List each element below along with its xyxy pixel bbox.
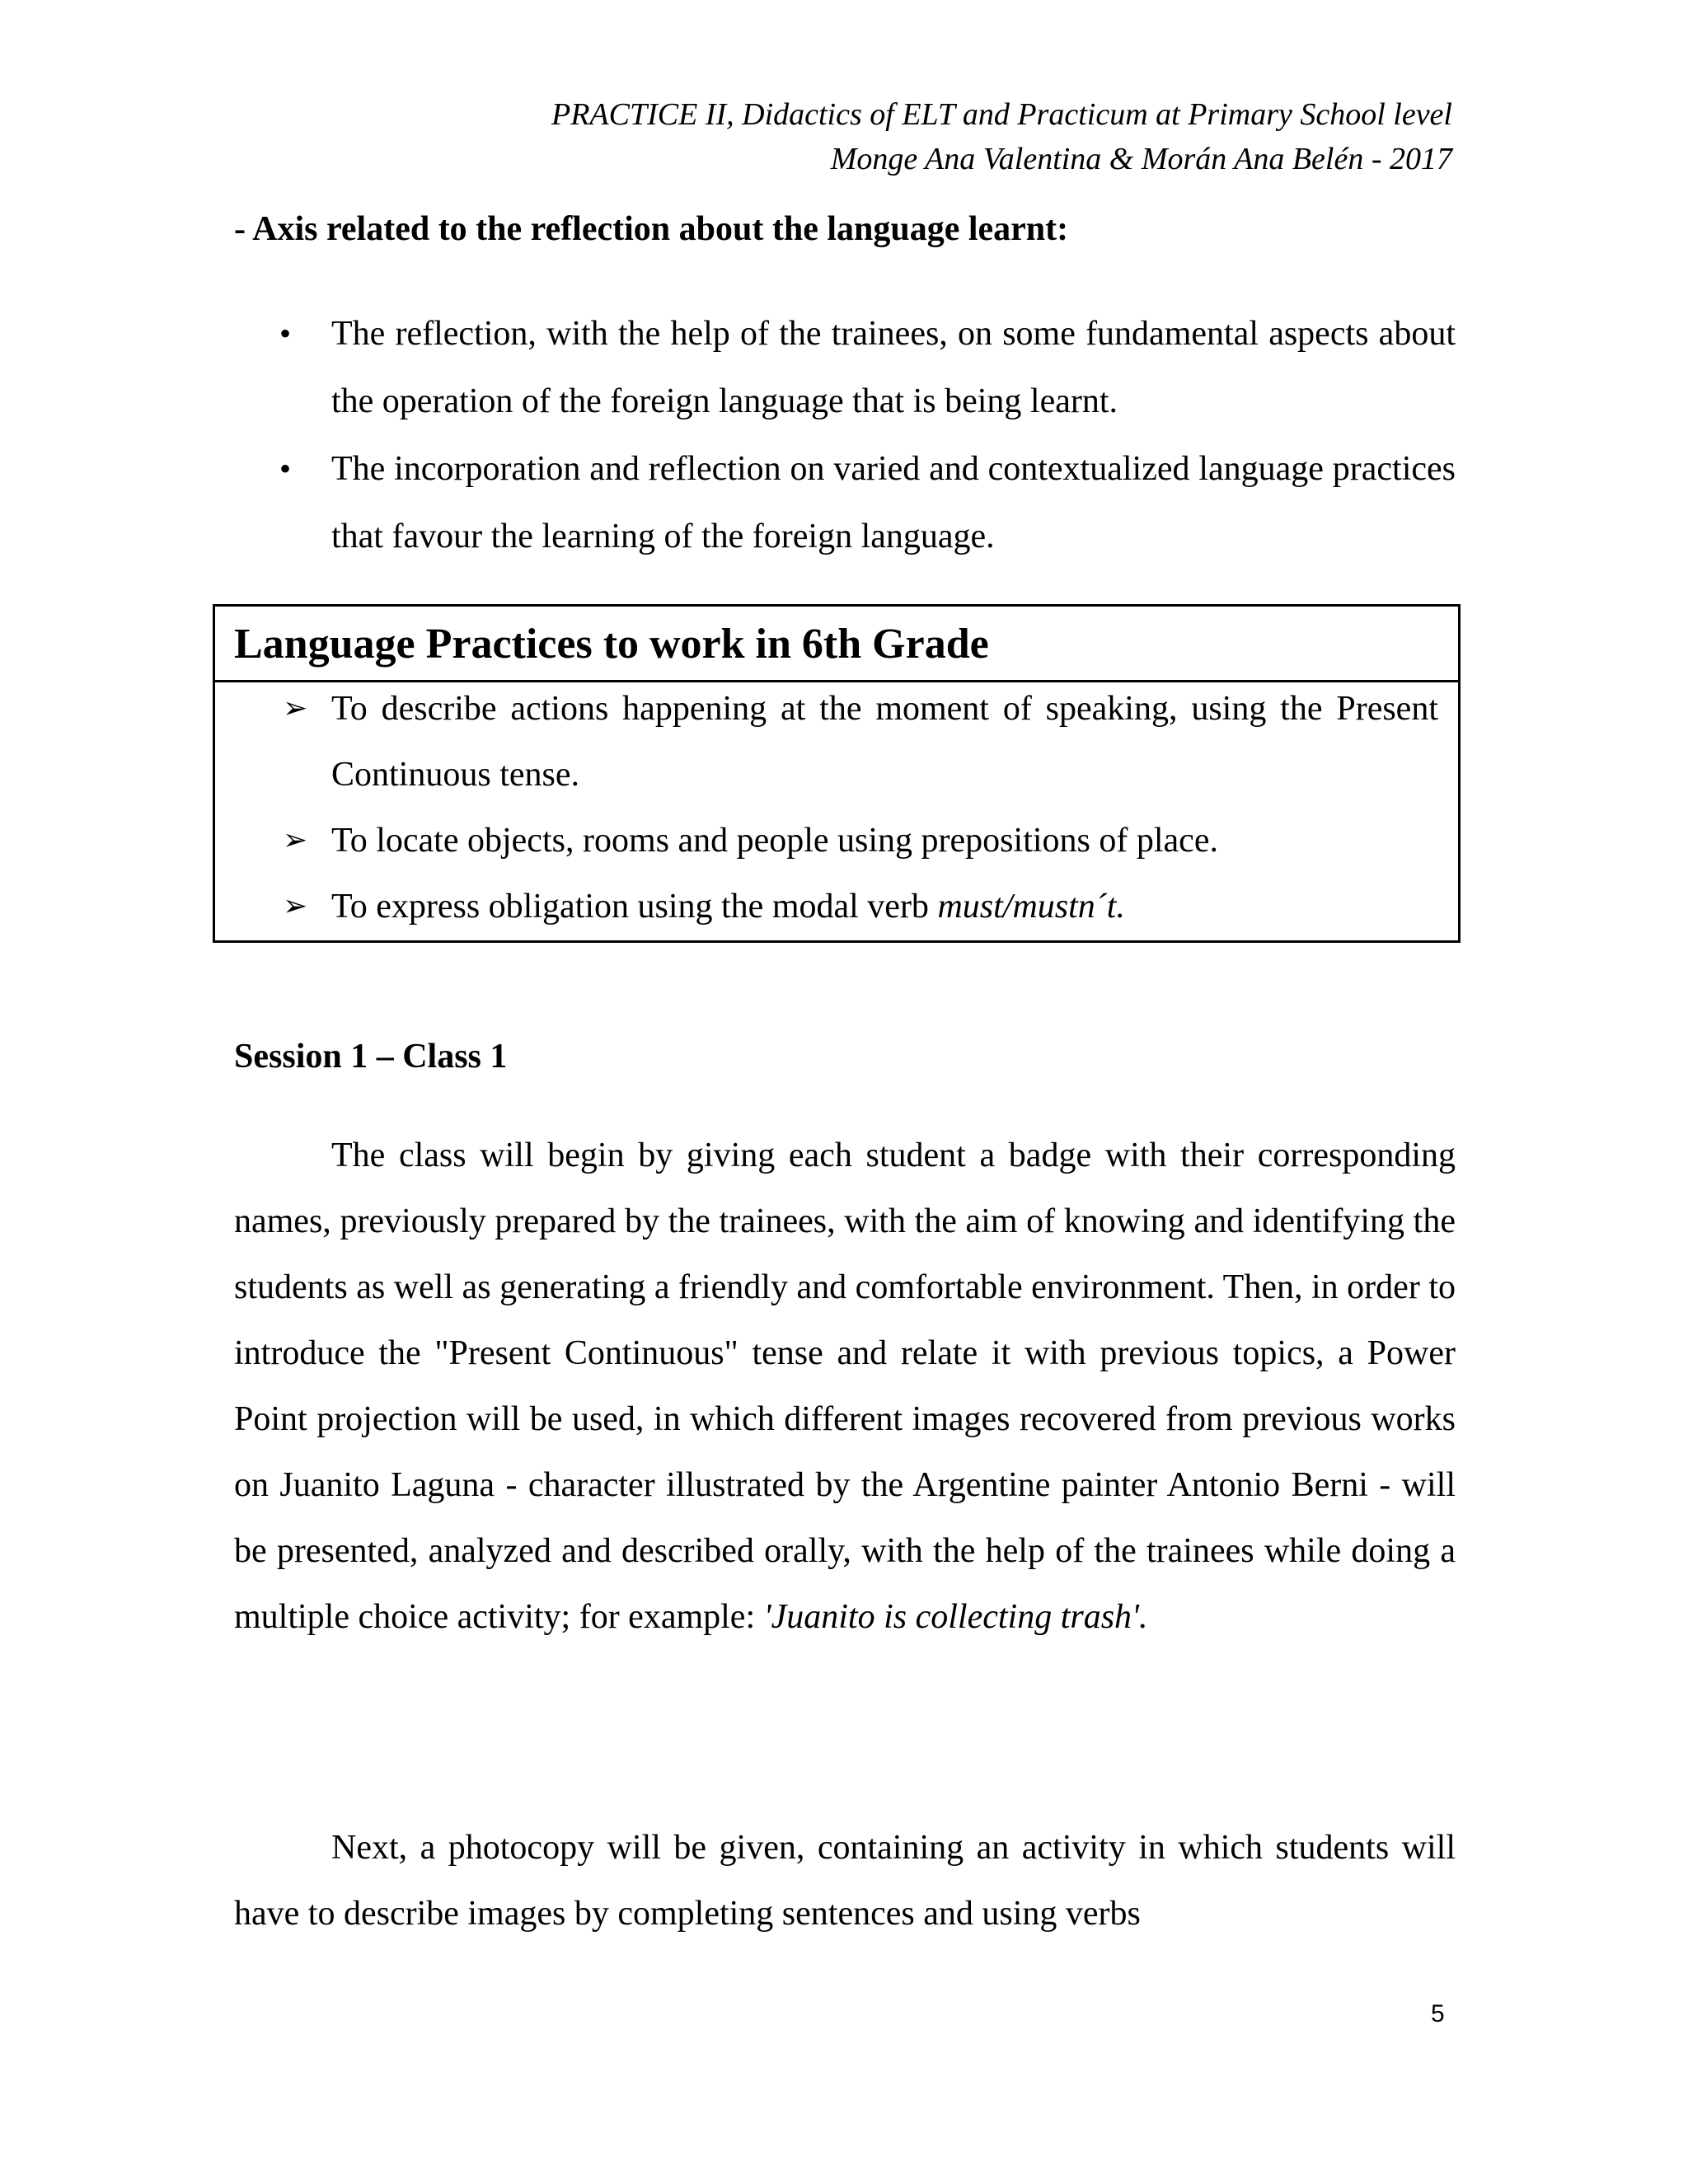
list-item-text: The incorporation and reflection on varied and contextualized language practices that favour the learning of the foreign language. — [331, 450, 1456, 555]
list-item-text: To locate objects, rooms and people using prepositions of place. — [331, 822, 1218, 860]
paragraph-text: The class will begin by giving each student a badge with their corresponding names, previously prepared by the trainees, with the aim of knowing and identifying the students as well as generating a friendly and comfortable environment. Then, in order to introduce the "Present Continuous" tense and relate it with previous topics, a Power Point projection will be used, in which different images recovered from previous works on Juanito Laguna - character illustrated by the Argentine painter Antonio Berni - will be presented, analyzed and described orally, with the help of the trainees while doing a multiple choice activity; for example: — [234, 1137, 1456, 1636]
language-practices-box — [213, 604, 1461, 943]
arrow-bullet-icon: ➢ — [283, 889, 308, 923]
list-item-text: To describe actions happening at the moment of speaking, using the Present Continuous tense. — [331, 690, 1438, 794]
language-practices-title: Language Practices to work in 6th Grade — [215, 607, 1458, 682]
session-paragraph-2: Next, a photocopy will be given, containing an activity in which students will have to describe images by completing sentences and using verbs — [234, 1829, 1456, 1933]
list-item-text: The reflection, with the help of the trainees, on some fundamental aspects about the operation of the foreign language that is being learnt. — [331, 315, 1456, 420]
language-practices-list — [215, 676, 1438, 940]
header-course-title: PRACTICE II, Didactics of ELT and Practicum at Primary School level — [551, 97, 1452, 132]
list-item — [215, 808, 1438, 874]
header-authors: Monge Ana Valentina & Morán Ana Belén - 2017 — [830, 142, 1452, 176]
list-item — [234, 435, 1456, 570]
session-paragraph-1 — [234, 1122, 1456, 1650]
arrow-bullet-icon: ➢ — [283, 823, 308, 857]
session-heading: Session 1 – Class 1 — [234, 1038, 508, 1076]
modal-verb-italic: must/mustn´t. — [937, 888, 1125, 926]
list-item-text: To express obligation using the modal verb — [331, 888, 938, 926]
list-item — [234, 300, 1456, 435]
list-item — [215, 874, 1438, 940]
bullet-icon: • — [279, 315, 292, 352]
page-number: 5 — [1431, 2000, 1445, 2027]
axis-heading: - Axis related to the reflection about the language learnt: — [234, 210, 1069, 248]
bullet-icon: • — [279, 450, 292, 487]
list-item — [215, 676, 1438, 808]
arrow-bullet-icon: ➢ — [283, 691, 308, 725]
example-sentence-italic: 'Juanito is collecting trash'. — [763, 1598, 1148, 1636]
axis-bullet-list — [234, 300, 1456, 570]
running-header — [551, 92, 1452, 181]
